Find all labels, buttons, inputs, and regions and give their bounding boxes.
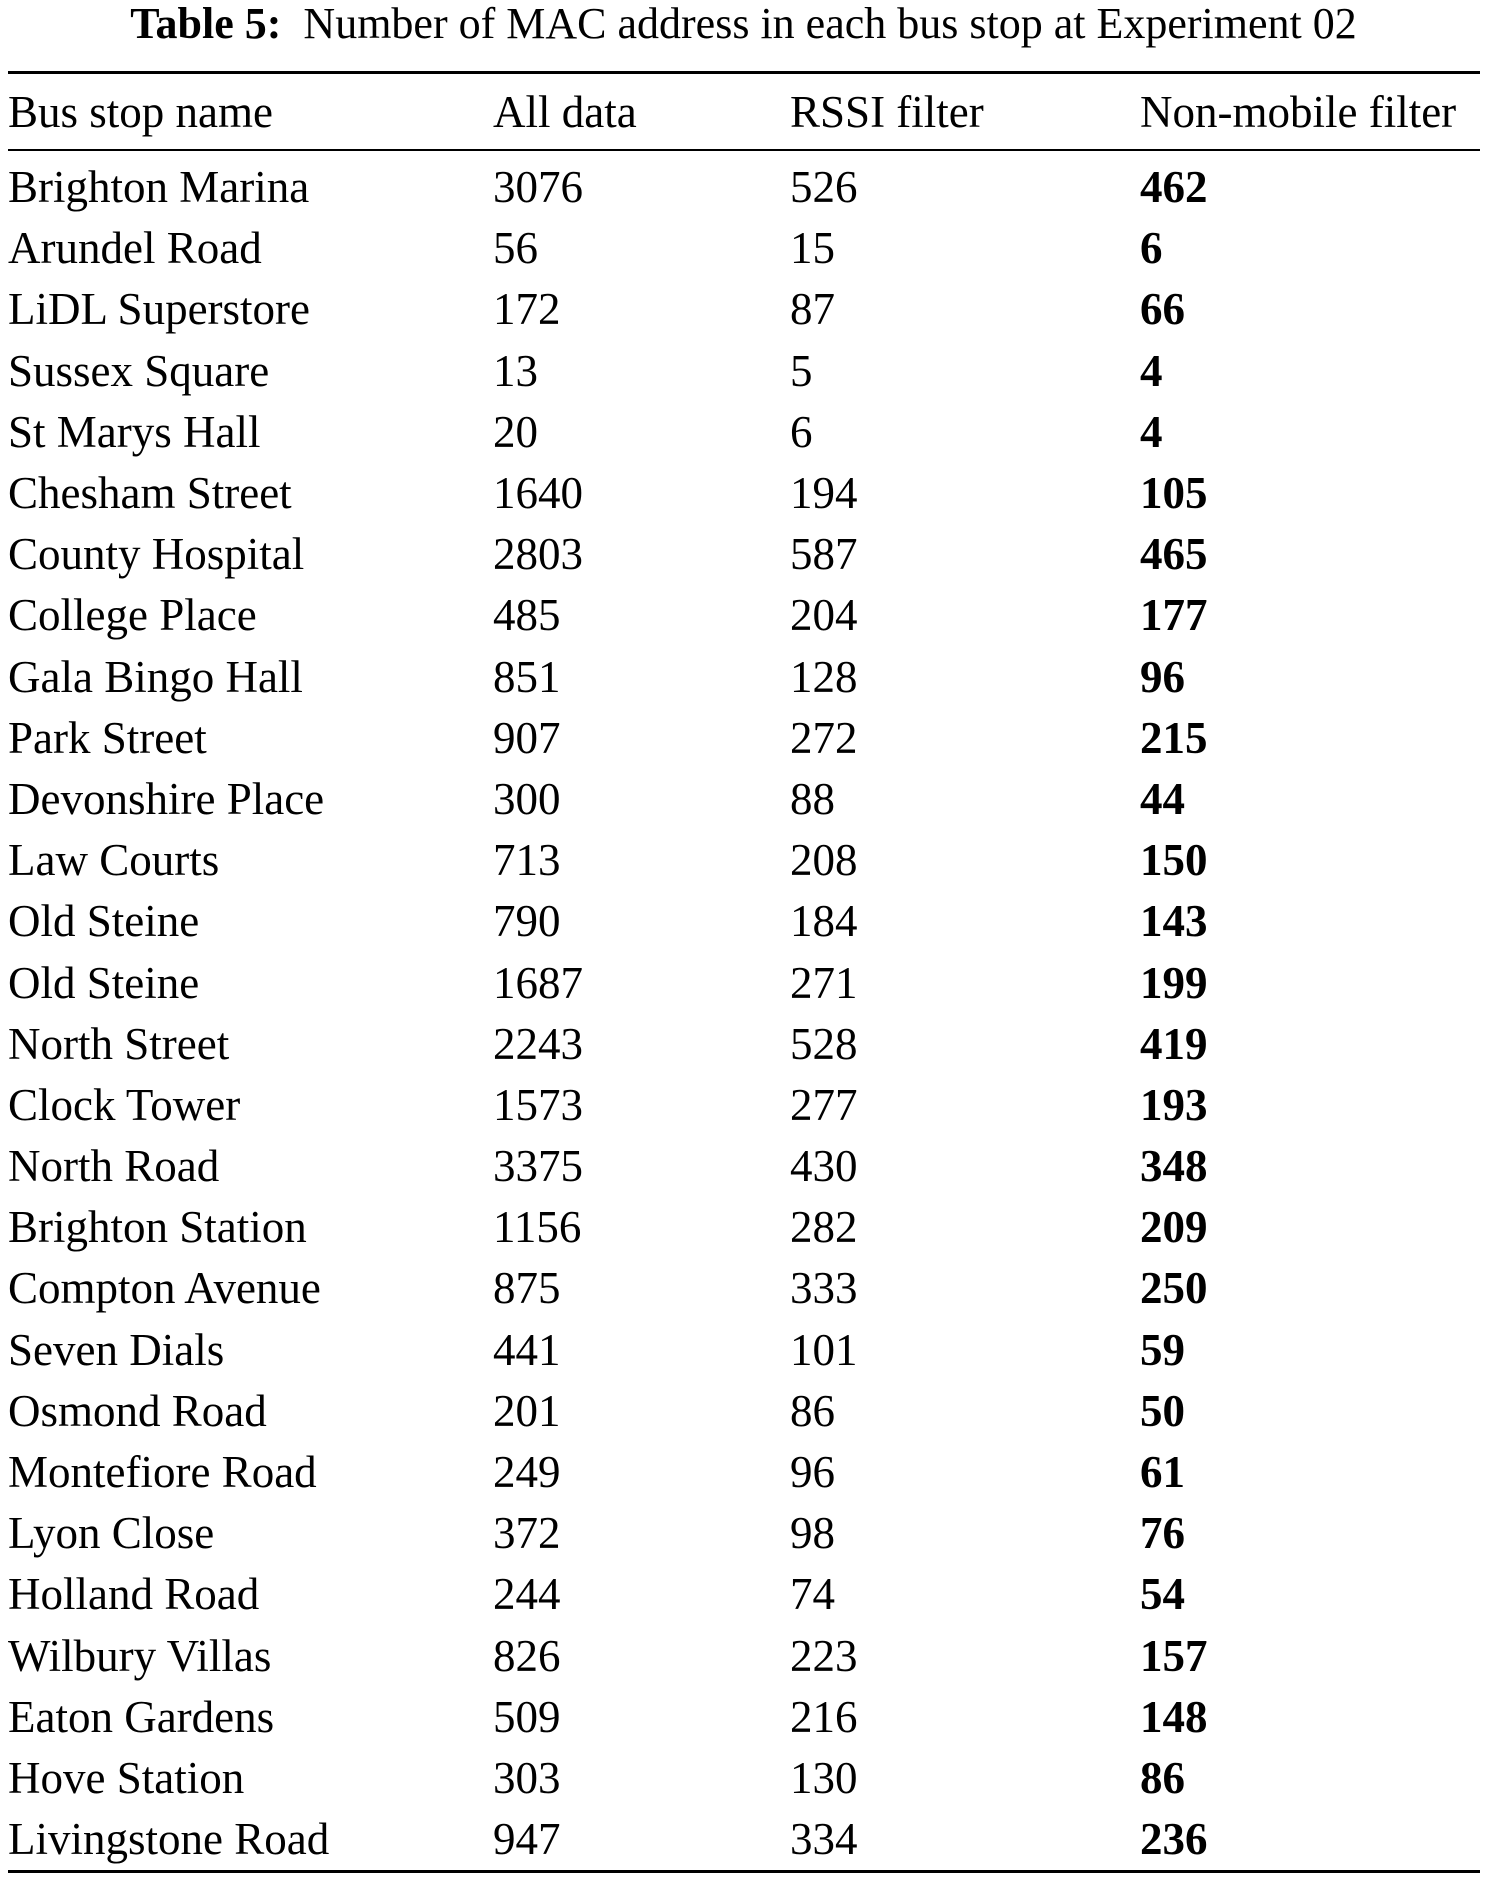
- bus-stop-name-cell: Lyon Close: [8, 1508, 215, 1559]
- table-body: [8, 150, 1480, 1872]
- rssi-filter-cell: 272: [790, 712, 858, 763]
- all-data-cell: 3076: [493, 162, 583, 213]
- all-data-cell: 947: [493, 1814, 561, 1865]
- non-mobile-filter-cell: 465: [1140, 529, 1208, 580]
- table-row: [8, 1320, 1480, 1381]
- table-row: [8, 1014, 1480, 1075]
- bus-stop-name-cell: Old Steine: [8, 896, 200, 947]
- all-data-cell: 441: [493, 1324, 561, 1375]
- bus-stop-name-cell: North Road: [8, 1141, 220, 1192]
- rssi-filter-cell: 96: [790, 1447, 835, 1498]
- rssi-filter-cell: 130: [790, 1752, 858, 1803]
- all-data-cell: 875: [493, 1263, 561, 1314]
- rssi-filter-cell: 74: [790, 1569, 835, 1620]
- table-row: [8, 1442, 1480, 1503]
- rssi-filter-cell: 184: [790, 896, 858, 947]
- rssi-filter-cell: 5: [790, 345, 813, 396]
- bus-stop-name-cell: Brighton Marina: [8, 162, 310, 213]
- table-row: [8, 647, 1480, 708]
- header-row: [8, 73, 1480, 151]
- non-mobile-filter-cell: 4: [1140, 406, 1163, 457]
- all-data-cell: 1156: [493, 1202, 582, 1253]
- table-row: [8, 1687, 1480, 1748]
- non-mobile-filter-cell: 209: [1140, 1202, 1208, 1253]
- all-data-cell: 826: [493, 1630, 561, 1681]
- non-mobile-filter-cell: 96: [1140, 651, 1185, 702]
- caption-label: Table 5:: [130, 0, 282, 48]
- rssi-filter-cell: 101: [790, 1324, 858, 1375]
- all-data-cell: 249: [493, 1447, 561, 1498]
- mac-address-table: [8, 71, 1480, 1873]
- all-data-cell: 1573: [493, 1079, 583, 1130]
- bus-stop-name-cell: Sussex Square: [8, 345, 270, 396]
- rssi-filter-cell: 216: [790, 1691, 858, 1742]
- non-mobile-filter-cell: 54: [1140, 1569, 1185, 1620]
- bus-stop-name-cell: Law Courts: [8, 835, 220, 886]
- all-data-cell: 300: [493, 773, 561, 824]
- non-mobile-filter-cell: 143: [1140, 896, 1208, 947]
- table-row: [8, 463, 1480, 524]
- rssi-filter-cell: 208: [790, 835, 858, 886]
- rssi-filter-cell: 223: [790, 1630, 858, 1681]
- all-data-cell: 851: [493, 651, 561, 702]
- header-non-mobile-filter: Non-mobile filter: [1140, 86, 1457, 137]
- rssi-filter-cell: 15: [790, 223, 835, 274]
- table-row: [8, 585, 1480, 646]
- non-mobile-filter-cell: 177: [1140, 590, 1208, 641]
- rssi-filter-cell: 98: [790, 1508, 835, 1559]
- all-data-cell: 2243: [493, 1018, 583, 1069]
- non-mobile-filter-cell: 4: [1140, 345, 1163, 396]
- bus-stop-name-cell: Holland Road: [8, 1569, 260, 1620]
- table-row: [8, 952, 1480, 1013]
- non-mobile-filter-cell: 59: [1140, 1324, 1185, 1375]
- table-caption: [0, 0, 1487, 48]
- table-row: [8, 1381, 1480, 1442]
- rssi-filter-cell: 430: [790, 1141, 858, 1192]
- bus-stop-name-cell: St Marys Hall: [8, 406, 261, 457]
- non-mobile-filter-cell: 148: [1140, 1691, 1208, 1742]
- all-data-cell: 56: [493, 223, 538, 274]
- bus-stop-name-cell: Brighton Station: [8, 1202, 307, 1253]
- rssi-filter-cell: 271: [790, 957, 858, 1008]
- bus-stop-name-cell: Gala Bingo Hall: [8, 651, 303, 702]
- rssi-filter-cell: 6: [790, 406, 813, 457]
- bus-stop-name-cell: Arundel Road: [8, 223, 262, 274]
- table-row: [8, 1075, 1480, 1136]
- rssi-filter-cell: 528: [790, 1018, 858, 1069]
- table-row: [8, 1503, 1480, 1564]
- all-data-cell: 303: [493, 1752, 561, 1803]
- rssi-filter-cell: 87: [790, 284, 835, 335]
- rssi-filter-cell: 282: [790, 1202, 858, 1253]
- all-data-cell: 790: [493, 896, 561, 947]
- non-mobile-filter-cell: 236: [1140, 1814, 1208, 1865]
- rssi-filter-cell: 334: [790, 1814, 858, 1865]
- all-data-cell: 485: [493, 590, 561, 641]
- table-header: [8, 73, 1480, 151]
- non-mobile-filter-cell: 199: [1140, 957, 1208, 1008]
- all-data-cell: 372: [493, 1508, 561, 1559]
- all-data-cell: 20: [493, 406, 538, 457]
- bus-stop-name-cell: Clock Tower: [8, 1079, 241, 1130]
- non-mobile-filter-cell: 61: [1140, 1447, 1185, 1498]
- non-mobile-filter-cell: 462: [1140, 162, 1208, 213]
- table-row: [8, 1626, 1480, 1687]
- table-row: [8, 708, 1480, 769]
- all-data-cell: 244: [493, 1569, 561, 1620]
- header-all-data: All data: [493, 86, 637, 137]
- bus-stop-name-cell: North Street: [8, 1018, 230, 1069]
- non-mobile-filter-cell: 50: [1140, 1385, 1185, 1436]
- bus-stop-name-cell: Devonshire Place: [8, 773, 325, 824]
- all-data-cell: 2803: [493, 529, 583, 580]
- bus-stop-name-cell: Wilbury Villas: [8, 1630, 272, 1681]
- table-row: [8, 830, 1480, 891]
- rssi-filter-cell: 88: [790, 773, 835, 824]
- non-mobile-filter-cell: 44: [1140, 773, 1185, 824]
- all-data-cell: 509: [493, 1691, 561, 1742]
- rssi-filter-cell: 128: [790, 651, 858, 702]
- bus-stop-name-cell: Compton Avenue: [8, 1263, 321, 1314]
- table-row: [8, 1748, 1480, 1809]
- all-data-cell: 1687: [493, 957, 583, 1008]
- table-row: [8, 218, 1480, 279]
- non-mobile-filter-cell: 348: [1140, 1141, 1208, 1192]
- bus-stop-name-cell: Osmond Road: [8, 1385, 267, 1436]
- table-row: [8, 1197, 1480, 1258]
- table-row: [8, 1258, 1480, 1319]
- bus-stop-name-cell: LiDL Superstore: [8, 284, 311, 335]
- table-row: [8, 1564, 1480, 1625]
- rssi-filter-cell: 86: [790, 1385, 835, 1436]
- non-mobile-filter-cell: 215: [1140, 712, 1208, 763]
- all-data-cell: 172: [493, 284, 561, 335]
- bus-stop-name-cell: County Hospital: [8, 529, 305, 580]
- non-mobile-filter-cell: 66: [1140, 284, 1185, 335]
- table-row: [8, 1809, 1480, 1872]
- bus-stop-name-cell: Old Steine: [8, 957, 200, 1008]
- caption-text: Number of MAC address in each bus stop at Experiment 02: [303, 0, 1357, 48]
- all-data-cell: 201: [493, 1385, 561, 1436]
- table-container: [8, 71, 1480, 1873]
- header-bus-stop-name: Bus stop name: [8, 86, 273, 137]
- all-data-cell: 3375: [493, 1141, 583, 1192]
- non-mobile-filter-cell: 250: [1140, 1263, 1208, 1314]
- bus-stop-name-cell: Hove Station: [8, 1752, 245, 1803]
- bus-stop-name-cell: College Place: [8, 590, 257, 641]
- table-row: [8, 769, 1480, 830]
- non-mobile-filter-cell: 150: [1140, 835, 1208, 886]
- bus-stop-name-cell: Montefiore Road: [8, 1447, 317, 1498]
- rssi-filter-cell: 333: [790, 1263, 858, 1314]
- table-row: [8, 891, 1480, 952]
- bus-stop-name-cell: Eaton Gardens: [8, 1691, 275, 1742]
- rssi-filter-cell: 194: [790, 468, 858, 519]
- table-row: [8, 150, 1480, 218]
- bus-stop-name-cell: Park Street: [8, 712, 207, 763]
- bus-stop-name-cell: Seven Dials: [8, 1324, 225, 1375]
- rssi-filter-cell: 526: [790, 162, 858, 213]
- all-data-cell: 907: [493, 712, 561, 763]
- non-mobile-filter-cell: 105: [1140, 468, 1208, 519]
- table-row: [8, 1136, 1480, 1197]
- non-mobile-filter-cell: 76: [1140, 1508, 1185, 1559]
- non-mobile-filter-cell: 419: [1140, 1018, 1208, 1069]
- header-rssi-filter: RSSI filter: [790, 86, 984, 137]
- rssi-filter-cell: 277: [790, 1079, 858, 1130]
- all-data-cell: 713: [493, 835, 561, 886]
- rssi-filter-cell: 204: [790, 590, 858, 641]
- all-data-cell: 1640: [493, 468, 583, 519]
- non-mobile-filter-cell: 86: [1140, 1752, 1185, 1803]
- table-row: [8, 402, 1480, 463]
- table-row: [8, 341, 1480, 402]
- all-data-cell: 13: [493, 345, 538, 396]
- bus-stop-name-cell: Chesham Street: [8, 468, 292, 519]
- non-mobile-filter-cell: 157: [1140, 1630, 1208, 1681]
- rssi-filter-cell: 587: [790, 529, 858, 580]
- non-mobile-filter-cell: 6: [1140, 223, 1163, 274]
- table-row: [8, 524, 1480, 585]
- bus-stop-name-cell: Livingstone Road: [8, 1814, 330, 1865]
- table-row: [8, 279, 1480, 340]
- non-mobile-filter-cell: 193: [1140, 1079, 1208, 1130]
